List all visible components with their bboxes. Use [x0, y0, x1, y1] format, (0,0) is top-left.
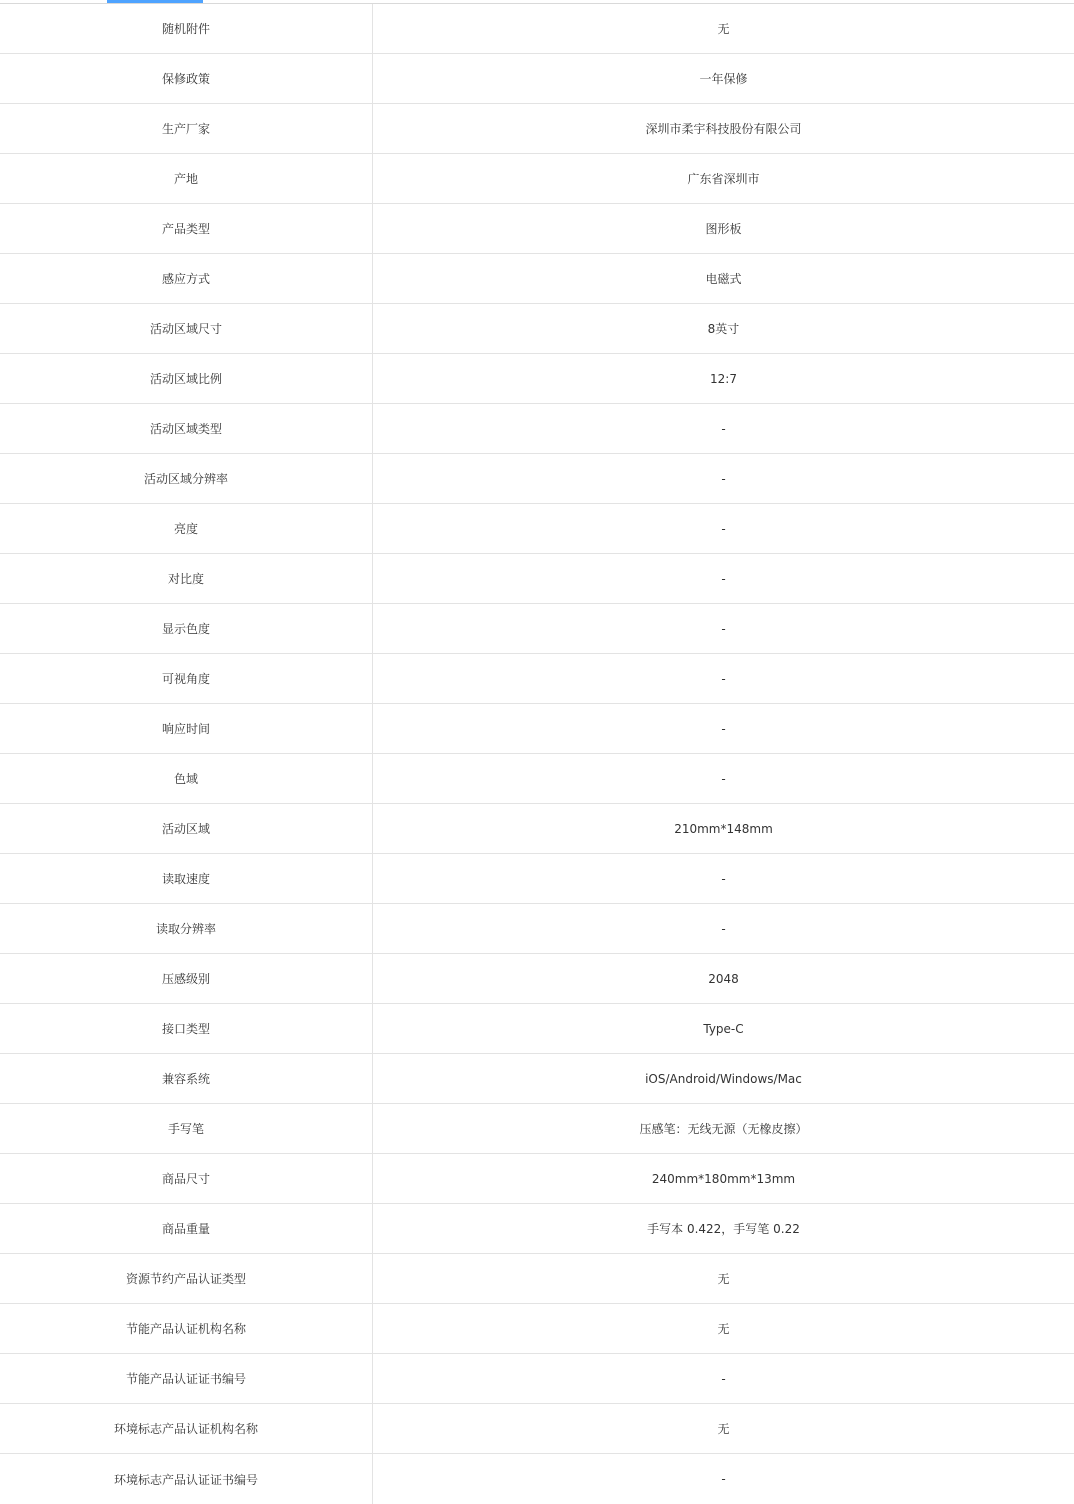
spec-value: 手写本 0.422，手写笔 0.22 — [647, 1222, 800, 1236]
spec-table — [0, 4, 1074, 1504]
spec-row — [0, 854, 1074, 904]
spec-value: 210mm*148mm — [674, 821, 773, 836]
spec-value: - — [721, 571, 726, 586]
spec-key: 活动区域分辨率 — [0, 454, 373, 503]
active-tab-indicator — [107, 0, 203, 3]
spec-row — [0, 404, 1074, 454]
spec-row — [0, 1004, 1074, 1054]
spec-row — [0, 1404, 1074, 1454]
spec-value: 深圳市柔宇科技股份有限公司 — [645, 122, 802, 136]
spec-row — [0, 804, 1074, 854]
spec-value: - — [721, 421, 726, 436]
spec-row — [0, 354, 1074, 404]
spec-row — [0, 1104, 1074, 1154]
spec-value: 无 — [717, 1422, 730, 1436]
spec-key: 活动区域类型 — [0, 404, 373, 453]
spec-value: 无 — [717, 1322, 730, 1336]
spec-row — [0, 254, 1074, 304]
spec-key: 压感级别 — [0, 954, 373, 1003]
spec-key: 生产厂家 — [0, 104, 373, 153]
spec-key: 产品类型 — [0, 204, 373, 253]
spec-row — [0, 104, 1074, 154]
spec-row — [0, 954, 1074, 1004]
spec-key: 读取分辨率 — [0, 904, 373, 953]
spec-row — [0, 904, 1074, 954]
spec-key: 可视角度 — [0, 654, 373, 703]
spec-row — [0, 454, 1074, 504]
spec-row — [0, 1354, 1074, 1404]
spec-key: 亮度 — [0, 504, 373, 553]
spec-key: 兼容系统 — [0, 1054, 373, 1103]
spec-key: 资源节约产品认证类型 — [0, 1254, 373, 1303]
spec-key: 节能产品认证证书编号 — [0, 1354, 373, 1403]
spec-key: 产地 — [0, 154, 373, 203]
spec-row — [0, 504, 1074, 554]
spec-row — [0, 1054, 1074, 1104]
spec-value: - — [721, 471, 726, 486]
spec-value: 240mm*180mm*13mm — [651, 1171, 796, 1186]
spec-row — [0, 1204, 1074, 1254]
spec-value: - — [721, 1472, 726, 1486]
spec-row — [0, 754, 1074, 804]
spec-key: 商品尺寸 — [0, 1154, 373, 1203]
spec-key: 色域 — [0, 754, 373, 803]
spec-key: 保修政策 — [0, 54, 373, 103]
spec-row — [0, 54, 1074, 104]
spec-value: 压感笔：无线无源（无橡皮擦） — [639, 1122, 808, 1136]
spec-row — [0, 704, 1074, 754]
spec-row — [0, 304, 1074, 354]
spec-value: 一年保修 — [699, 72, 748, 86]
spec-value: - — [721, 721, 726, 736]
spec-key: 节能产品认证机构名称 — [0, 1304, 373, 1353]
spec-value: 广东省深圳市 — [687, 172, 760, 186]
spec-key: 显示色度 — [0, 604, 373, 653]
spec-value: - — [721, 771, 726, 786]
spec-key: 感应方式 — [0, 254, 373, 303]
spec-value: 8英寸 — [707, 322, 740, 336]
spec-key: 接口类型 — [0, 1004, 373, 1053]
spec-value: 12:7 — [710, 371, 737, 386]
spec-value: - — [721, 1371, 726, 1386]
spec-value: Type-C — [703, 1021, 744, 1036]
spec-key: 活动区域 — [0, 804, 373, 853]
spec-value: 图形板 — [705, 222, 742, 236]
spec-key: 读取速度 — [0, 854, 373, 903]
spec-key: 环境标志产品认证机构名称 — [0, 1404, 373, 1453]
spec-value: - — [721, 921, 726, 936]
spec-value: 电磁式 — [705, 272, 742, 286]
spec-row — [0, 554, 1074, 604]
spec-key: 活动区域尺寸 — [0, 304, 373, 353]
spec-key: 随机附件 — [0, 4, 373, 53]
spec-value: - — [721, 871, 726, 886]
spec-row — [0, 4, 1074, 54]
spec-value: - — [721, 671, 726, 686]
spec-value: - — [721, 521, 726, 536]
spec-row — [0, 604, 1074, 654]
spec-key: 响应时间 — [0, 704, 373, 753]
spec-row — [0, 1304, 1074, 1354]
spec-row — [0, 1454, 1074, 1504]
spec-key: 环境标志产品认证证书编号 — [0, 1454, 373, 1504]
spec-key: 商品重量 — [0, 1204, 373, 1253]
spec-value: 无 — [717, 22, 730, 36]
spec-key: 手写笔 — [0, 1104, 373, 1153]
spec-row — [0, 154, 1074, 204]
spec-row — [0, 654, 1074, 704]
spec-row — [0, 1254, 1074, 1304]
spec-row — [0, 1154, 1074, 1204]
spec-value: 2048 — [708, 971, 739, 986]
spec-value: - — [721, 621, 726, 636]
spec-key: 对比度 — [0, 554, 373, 603]
spec-key: 活动区域比例 — [0, 354, 373, 403]
spec-value: 无 — [717, 1272, 730, 1286]
spec-row — [0, 204, 1074, 254]
spec-value: iOS/Android/Windows/Mac — [645, 1071, 802, 1086]
